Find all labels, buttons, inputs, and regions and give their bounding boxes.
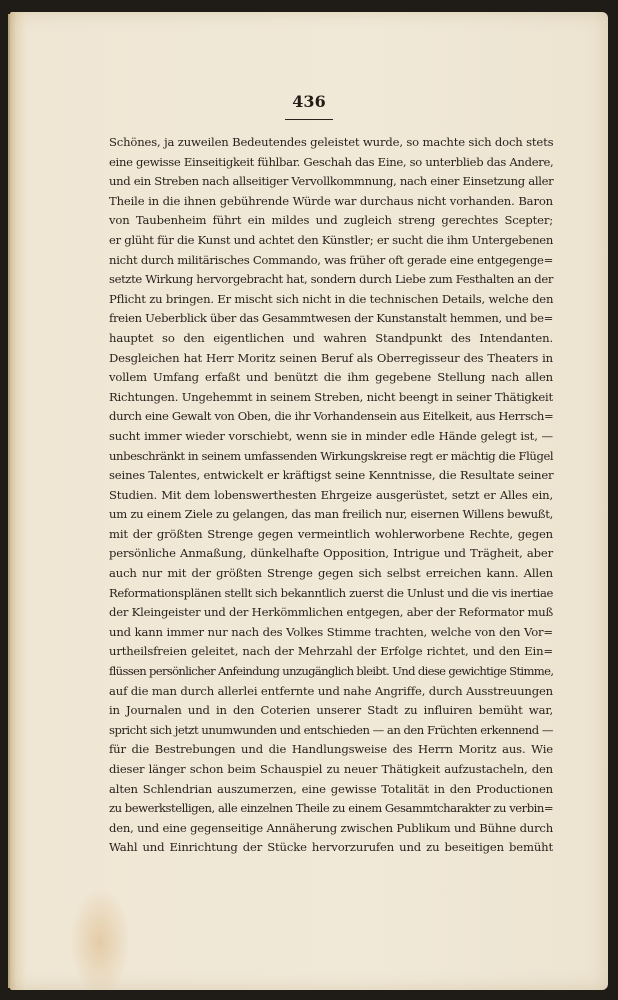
page-number-rule [285,119,333,120]
text-line: Theile in die ihnen gebührende Würde war durchaus nicht vorhanden. Baron [109,193,553,208]
text-line: freien Ueberblick über das Gesammtwesen der Kunstanstalt hemmen, und be= [109,311,553,326]
text-line: nicht durch militärisches Commando, was früher oft gerade eine entgegenge= [109,252,554,267]
text-line: Richtungen. Ungehemmt in seinem Streben, nicht beengt in seiner Thätigkeit [109,389,553,404]
text-line: Studien. Mit dem lobenswerthesten Ehrgeize ausgerüstet, setzt er Alles ein, [109,487,553,502]
text-line: vollem Umfang erfaßt und benützt die ihm gegebene Stellung nach allen [109,370,553,385]
text-line: seines Talentes, entwickelt er kräftigst seine Kenntnisse, die Resultate seiner [109,468,554,483]
text-line: spricht sich jetzt unumwunden und entschieden — an den Früchten erkennend — [109,722,553,737]
text-line: für die Bestrebungen und die Handlungsweise des Herrn Moritz aus. Wie [109,742,553,757]
text-line: unbeschränkt in seinem umfassenden Wirkungskreise regt er mächtig die Flügel [109,448,554,463]
text-line: persönliche Anmaßung, dünkelhafte Opposition, Intrigue und Trägheit, aber [109,546,553,561]
body-text [109,133,553,858]
text-line: und ein Streben nach allseitiger Vervollkommnung, nach einer Einsetzung aller [109,174,554,189]
text-line: urtheilsfreien geleitet, nach der Mehrzahl der Erfolge richtet, und den Ein= [109,644,553,659]
text-line: von Taubenheim führt ein mildes und zugleich streng gerechtes Scepter; [109,213,553,228]
text-line: auf die man durch allerlei entfernte und nahe Angriffe, durch Ausstreuungen [109,683,553,698]
text-line: zu bewerkstelligen, alle einzelnen Theile zu einem Gesammtcharakter zu verbin= [109,801,554,816]
text-line: eine gewisse Einseitigkeit fühlbar. Geschah das Eine, so unterblieb das Andere, [109,154,554,169]
text-line: den, und eine gegenseitige Annäherung zwischen Publikum und Bühne durch [109,820,553,835]
text-line: Reformationsplänen stellt sich bekanntlich zuerst die Unlust und die vis inertiae [109,585,553,600]
text-line: mit der größten Strenge gegen vermeintlich wohlerworbene Rechte, gegen [109,526,553,541]
text-line: und kann immer nur nach des Volkes Stimme trachten, welche von den Vor= [109,624,553,639]
text-line: Wahl und Einrichtung der Stücke hervorzurufen und zu beseitigen bemüht [109,840,553,855]
page-number: 436 [292,92,326,111]
text-line: um zu einem Ziele zu gelangen, das man freilich nur, eisernen Willens bewußt, [109,507,554,522]
text-line: dieser länger schon beim Schauspiel zu neuer Thätigkeit aufzustacheln, den [109,762,553,776]
text-line: sucht immer wieder vorschiebt, wenn sie in minder edle Hände gelegt ist, — [109,428,553,443]
text-line: Pflicht zu bringen. Er mischt sich nicht in die technischen Details, welche den [109,291,554,306]
text-line: Desgleichen hat Herr Moritz seinen Beruf als Oberregisseur des Theaters in [109,350,553,365]
text-line: durch eine Gewalt von Oben, die ihr Vorhandensein aus Eitelkeit, aus Herrsch= [109,409,554,424]
text-line: flüssen persönlicher Anfeindung unzugänglich bleibt. Und diese gewichtige Stimme, [109,664,554,679]
text-line: alten Schlendrian auszumerzen, eine gewisse Totalität in den Productionen [109,781,553,796]
text-line: Schönes, ja zuweilen Bedeutendes geleistet wurde, so machte sich doch stets [109,135,554,149]
text-line: auch nur mit der größten Strenge gegen sich selbst erreichen kann. Allen [109,566,553,581]
text-line: in Journalen und in den Coterien unserer Stadt zu influiren bemüht war, [109,703,553,718]
text-line: der Kleingeister und der Herkömmlichen entgegen, aber der Reformator muß [109,605,553,620]
text-line: hauptet so den eigentlichen und wahren Standpunkt des Intendanten. [109,330,553,345]
text-line: setzte Wirkung hervorgebracht hat, sondern durch Liebe zum Festhalten an der [109,272,553,287]
text-line: er glüht für die Kunst und achtet den Künstler; er sucht die ihm Untergebenen [109,232,554,247]
